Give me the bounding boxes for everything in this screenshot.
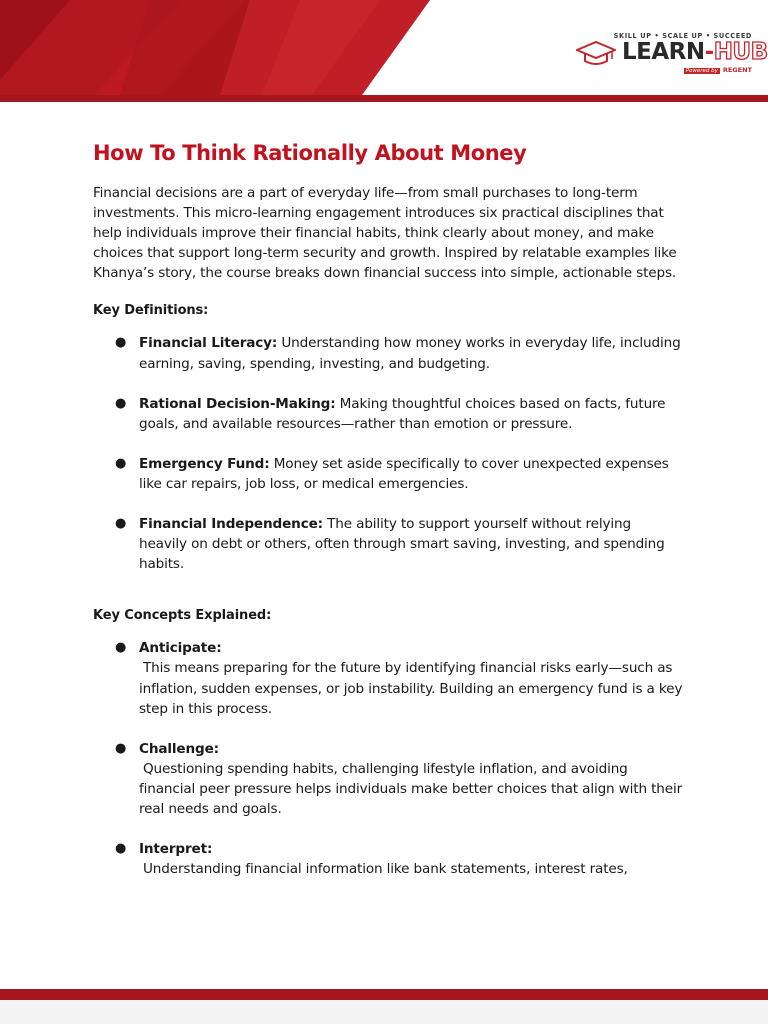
- concepts-list: [93, 638, 683, 879]
- definition-term: Rational Decision-Making:: [139, 395, 336, 412]
- concept-term: Challenge:: [139, 740, 219, 757]
- bullet-icon: ●: [115, 740, 127, 756]
- definition-item: [93, 333, 683, 373]
- powered-by-label: Powered by: [685, 68, 718, 74]
- concepts-heading: Key Concepts Explained:: [93, 608, 272, 624]
- concept-term: Interpret:: [139, 841, 213, 858]
- footer-strip: [0, 1000, 768, 1024]
- logo-dash: -: [704, 39, 714, 65]
- definition-item: [93, 394, 683, 434]
- bullet-icon: ●: [115, 841, 127, 857]
- footer-band: [0, 989, 768, 1000]
- concept-text: Understanding financial information like bank statements, interest rates,: [143, 861, 628, 878]
- regent-label: REGENT: [722, 66, 752, 74]
- concept-text: Questioning spending habits, challenging lifestyle inflation, and avoiding financial peer pressure helps individuals make better choices that align with their real needs and goals.: [139, 760, 683, 817]
- bullet-icon: ●: [115, 395, 127, 411]
- logo-tagline: SKILL UP • SCALE UP • SUCCEED: [613, 32, 752, 40]
- intro-paragraph: Financial decisions are a part of everyday life—from small purchases to long-term investments. This micro-learning engagement introduces six practical disciplines that help individuals improve their financial habits, think clearly about money, and make choices that support long-term security and growth. Inspired by relatable examples like Khanya’s story, the course breaks down financial success into simple, actionable steps.: [93, 185, 677, 282]
- definitions-list: [93, 333, 683, 574]
- definition-term: Financial Literacy:: [139, 335, 278, 352]
- concept-item: [93, 739, 683, 819]
- page-title: How To Think Rationally About Money: [93, 141, 527, 165]
- bullet-icon: ●: [115, 335, 127, 351]
- definition-term: Financial Independence:: [139, 516, 323, 533]
- concept-term: Anticipate:: [139, 640, 222, 657]
- logo-hub: HUB: [713, 39, 768, 65]
- bullet-icon: ●: [115, 516, 127, 532]
- bullet-icon: ●: [115, 455, 127, 471]
- powered-by-regent: [684, 66, 752, 74]
- concept-item: [93, 638, 683, 718]
- definition-item: [93, 454, 683, 494]
- definition-text: The ability to support yourself without relying heavily on debt or others, often through smart saving, investing, and spending habits.: [139, 516, 665, 573]
- definition-text: Understanding how money works in everyday life, including earning, saving, spending, investing, and budgeting.: [139, 335, 681, 372]
- definition-text: Making thoughtful choices based on facts, future goals, and available resources—rather than emotion or pressure.: [139, 395, 666, 432]
- document-body: [93, 138, 683, 879]
- definition-term: Emergency Fund:: [139, 455, 270, 472]
- learnhub-logo: [576, 32, 768, 80]
- graduation-cap-icon: [576, 40, 616, 68]
- logo-wordmark: [622, 41, 768, 64]
- definition-text: Money set aside specifically to cover unexpected expenses like car repairs, job loss, or medical emergencies.: [139, 455, 669, 492]
- logo-learn: LEARN: [622, 39, 705, 65]
- concept-text: This means preparing for the future by identifying financial risks early—such as inflation, sudden expenses, or job instability. Building an emergency fund is a key step in this process.: [139, 660, 683, 717]
- concept-item: [93, 839, 683, 879]
- bullet-icon: ●: [115, 640, 127, 656]
- definition-item: [93, 514, 683, 574]
- definitions-heading: Key Definitions:: [93, 303, 209, 319]
